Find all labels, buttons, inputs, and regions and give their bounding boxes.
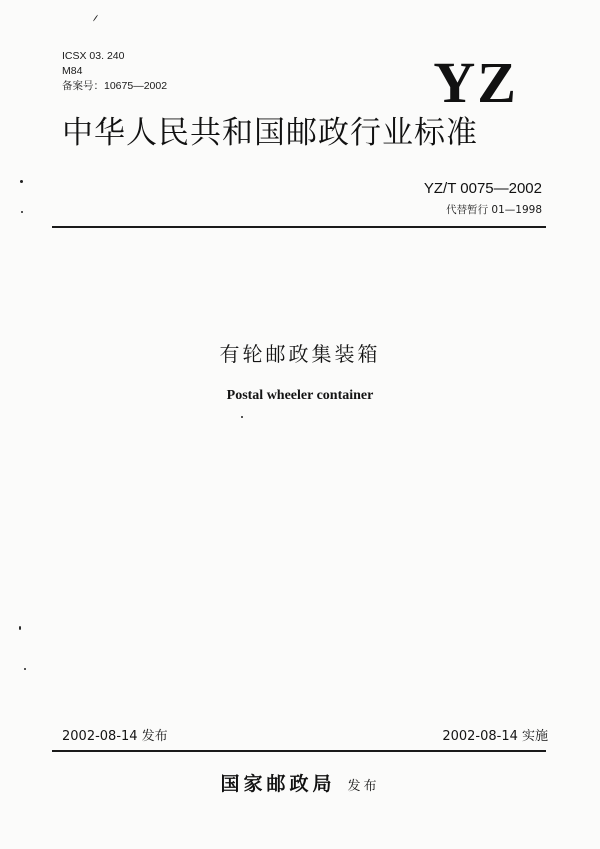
scan-speck [21, 211, 23, 213]
issuer-action: 发布 [347, 779, 380, 794]
issuer-name: 国家邮政局 [220, 773, 336, 795]
registration-number: 备案号：10675—2002 [62, 80, 168, 92]
top-divider [52, 226, 546, 228]
scan-speck [19, 626, 21, 630]
scan-speck [93, 14, 98, 21]
bottom-divider [52, 750, 546, 752]
document-title-zh: 有轮邮政集装箱 [219, 342, 381, 366]
scan-speck [24, 668, 26, 670]
scan-speck [20, 180, 23, 183]
main-title: 中华人民共和国邮政行业标准 [62, 115, 478, 151]
standard-number: YZ/T 0075—2002 [423, 180, 542, 197]
issue-date: 2002-08-14 发布 [62, 729, 168, 744]
yz-code-logo: YZ [433, 50, 518, 115]
ics-code: ICSX 03. 240 [62, 50, 125, 62]
scan-speck [241, 416, 243, 418]
issuer-block [0, 772, 600, 799]
implementation-date: 2002-08-14 实施 [442, 729, 548, 744]
document-title-en: Postal wheeler container [226, 388, 374, 403]
classification-code: M84 [62, 65, 83, 77]
replaces-note: 代替暂行 01—1998 [446, 204, 542, 216]
